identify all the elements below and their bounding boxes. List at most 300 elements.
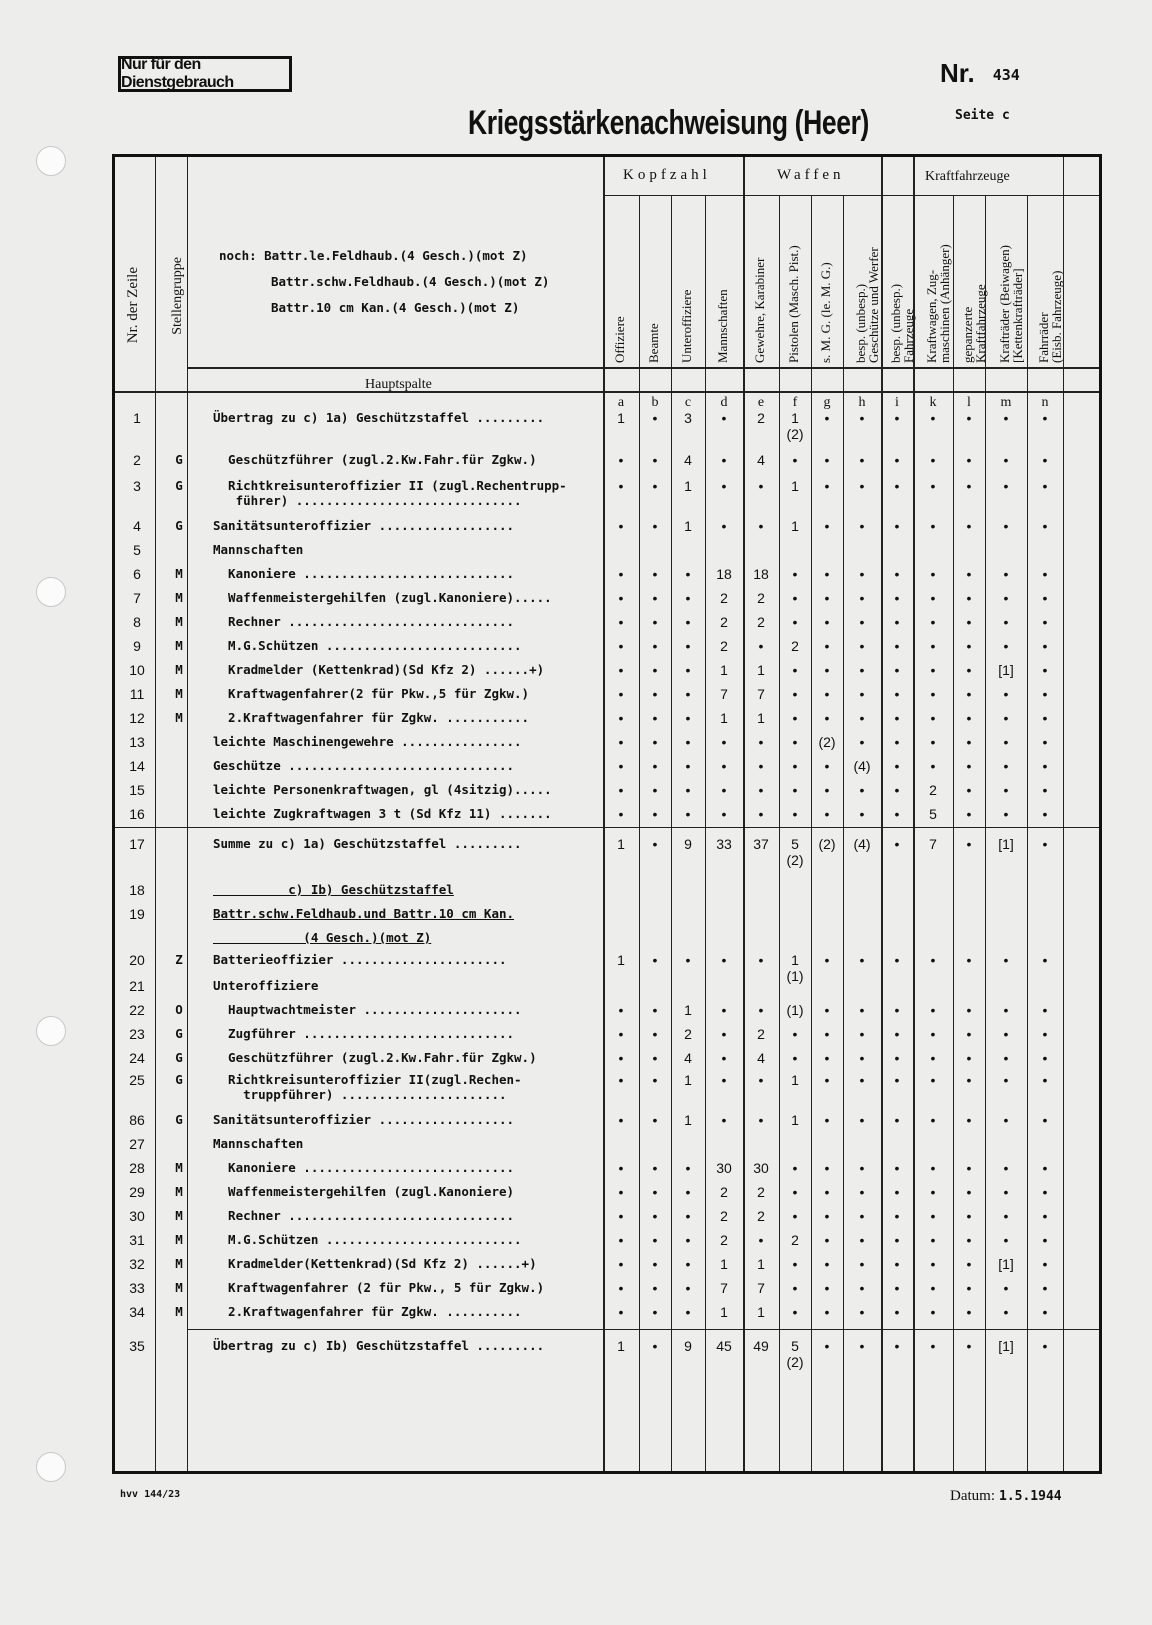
cell-h: • [859, 782, 865, 798]
cell-l: • [966, 452, 972, 468]
page-number: Seite c [955, 108, 1010, 123]
row-stellengruppe: G [175, 1026, 183, 1041]
table-row [115, 585, 1099, 609]
column-letter: f [792, 395, 798, 410]
cell-h: • [859, 590, 865, 606]
cell-a: • [618, 1112, 624, 1128]
row-description: Übertrag zu c) Ib) Geschützstaffel ......... [213, 1338, 545, 1353]
cell-f: • [792, 806, 798, 822]
table-row [115, 705, 1099, 729]
cell-k: • [930, 1304, 936, 1320]
cell-a: • [618, 614, 624, 630]
cell-c: • [685, 734, 691, 750]
cell-i: • [894, 734, 900, 750]
cell-a: • [618, 638, 624, 654]
cell-m: • [1003, 1184, 1009, 1200]
cell-m: • [1003, 806, 1009, 822]
cell-h: • [859, 638, 865, 654]
row-number: 8 [133, 614, 141, 630]
cell-e: • [758, 1112, 764, 1128]
table-row [115, 729, 1099, 753]
cell-n: • [1042, 1208, 1048, 1224]
cell-f: • [792, 1160, 798, 1176]
row-number: 16 [129, 806, 145, 822]
cell-k: • [930, 518, 936, 534]
carry-divider [187, 1329, 1099, 1330]
cell-g: • [824, 1280, 830, 1296]
row-description: Battr.schw.Feldhaub.und Battr.10 cm Kan. [213, 906, 515, 921]
cell-k: • [930, 1232, 936, 1248]
row-stellengruppe: M [175, 710, 183, 725]
cell-h: • [859, 1304, 865, 1320]
cell-l: • [966, 1002, 972, 1018]
cell-m: • [1003, 1160, 1009, 1176]
cell-i: • [894, 1072, 900, 1088]
cell-a: • [618, 590, 624, 606]
cell-e: 2 [757, 1208, 765, 1224]
cell-a: • [618, 1208, 624, 1224]
cell-n: • [1042, 806, 1048, 822]
cell-h: • [859, 518, 865, 534]
cell-d: • [721, 1002, 727, 1018]
cell-n: • [1042, 1338, 1048, 1354]
column-header: Pistolen (Masch. Pist.) [786, 245, 801, 363]
cell-e: • [758, 1232, 764, 1248]
cell-d: 2 [720, 1232, 728, 1248]
cell-b: • [652, 836, 658, 852]
row-number: 31 [129, 1232, 145, 1248]
table-row [115, 405, 1099, 442]
cell-d: • [721, 806, 727, 822]
cell-f: (1) [786, 1002, 804, 1018]
cell-h: • [859, 734, 865, 750]
row-number: 23 [129, 1026, 145, 1042]
cell-g: • [824, 614, 830, 630]
cell-a: • [618, 1160, 624, 1176]
punch-hole [36, 577, 66, 607]
cell-l: • [966, 1280, 972, 1296]
column-header: Gewehre, Karabiner [752, 257, 767, 363]
cell-a: • [618, 518, 624, 534]
cell-f: 1 (1) [786, 952, 804, 984]
cell-e: • [758, 1002, 764, 1018]
row-stellengruppe: O [175, 1002, 183, 1017]
row-description: Übertrag zu c) 1a) Geschützstaffel ......... [213, 410, 545, 425]
cell-l: • [966, 410, 972, 426]
row-stellengruppe: M [175, 614, 183, 629]
cell-l: • [966, 662, 972, 678]
cell-e: 18 [753, 566, 769, 582]
cell-h: • [859, 686, 865, 702]
cell-a: • [618, 566, 624, 582]
cell-c: • [685, 1208, 691, 1224]
cell-k: • [930, 1050, 936, 1066]
cell-m: [1] [998, 1256, 1014, 1272]
cell-g: • [824, 952, 830, 968]
cell-i: • [894, 1160, 900, 1176]
column-header: Kraftwagen, Zug- maschinen (Anhänger) [924, 244, 952, 363]
cell-c: • [685, 1160, 691, 1176]
cell-i: • [894, 758, 900, 774]
cell-b: • [652, 734, 658, 750]
cell-k: • [930, 614, 936, 630]
cell-a: • [618, 1050, 624, 1066]
cell-l: • [966, 1232, 972, 1248]
row-number: 19 [129, 906, 145, 922]
punch-hole [36, 146, 66, 176]
cell-e: 7 [757, 686, 765, 702]
table-row [115, 1179, 1099, 1203]
cell-c: 9 [684, 836, 692, 852]
row-description: Kanoniere ............................ [213, 566, 515, 581]
column-header: besp. (unbesp.) Geschütze und Werfer [853, 247, 881, 363]
cell-m: • [1003, 614, 1009, 630]
row-stellengruppe: G [175, 1072, 183, 1087]
cell-l: • [966, 1184, 972, 1200]
table-row [115, 1203, 1099, 1227]
cell-f: • [792, 1026, 798, 1042]
row-description: Waffenmeistergehilfen (zugl.Kanoniere) [213, 1184, 515, 1199]
row-stellengruppe: M [175, 566, 183, 581]
cell-i: • [894, 710, 900, 726]
cell-c: • [685, 566, 691, 582]
table-row [115, 777, 1099, 801]
form-number: hvv 144/23 [120, 1489, 181, 1500]
cell-k: • [930, 452, 936, 468]
cell-m: • [1003, 410, 1009, 426]
cell-l: • [966, 1026, 972, 1042]
cell-m: • [1003, 1072, 1009, 1088]
cell-c: 1 [684, 1112, 692, 1128]
cell-d: • [721, 410, 727, 426]
row-description: Zugführer ............................ [213, 1026, 515, 1041]
cell-h: • [859, 614, 865, 630]
cell-l: • [966, 1072, 972, 1088]
cell-c: • [685, 686, 691, 702]
row-description: M.G.Schützen .......................... [213, 638, 522, 653]
row-description: Mannschaften [213, 542, 304, 557]
cell-k: • [930, 1026, 936, 1042]
cell-f: 1 [791, 518, 799, 534]
cell-d: 2 [720, 638, 728, 654]
cell-f: 1 (2) [786, 410, 804, 442]
cell-i: • [894, 566, 900, 582]
cell-e: 49 [753, 1338, 769, 1354]
cell-d: • [721, 478, 727, 494]
cell-b: • [652, 566, 658, 582]
cell-h: • [859, 566, 865, 582]
cell-m: • [1003, 518, 1009, 534]
row-stellengruppe: M [175, 1160, 183, 1175]
cell-n: • [1042, 478, 1048, 494]
unit-description [219, 243, 550, 321]
row-number: 24 [129, 1050, 145, 1066]
cell-b: • [652, 1304, 658, 1320]
cell-n: • [1042, 410, 1048, 426]
cell-c: 1 [684, 1002, 692, 1018]
cell-a: • [618, 710, 624, 726]
cell-d: 1 [720, 1256, 728, 1272]
cell-f: • [792, 1184, 798, 1200]
row-number: 9 [133, 638, 141, 654]
cell-c: 1 [684, 1072, 692, 1088]
cell-k: • [930, 758, 936, 774]
cell-f: • [792, 1304, 798, 1320]
cell-d: • [721, 518, 727, 534]
cell-g: • [824, 1026, 830, 1042]
table-row [115, 831, 1099, 868]
cell-g: • [824, 710, 830, 726]
cell-k: • [930, 662, 936, 678]
cell-c: • [685, 806, 691, 822]
cell-e: 4 [757, 1050, 765, 1066]
cell-m: • [1003, 1002, 1009, 1018]
cell-g: • [824, 518, 830, 534]
cell-a: • [618, 1002, 624, 1018]
cell-m: • [1003, 782, 1009, 798]
cell-c: • [685, 614, 691, 630]
cell-m: • [1003, 758, 1009, 774]
cell-a: • [618, 1280, 624, 1296]
row-description: Sanitätsunteroffizier .................. [213, 518, 515, 533]
cell-e: 2 [757, 614, 765, 630]
cell-k: • [930, 734, 936, 750]
row-description: c) Ib) Geschützstaffel [213, 882, 454, 897]
cell-c: • [685, 1280, 691, 1296]
cell-c: 4 [684, 452, 692, 468]
row-description: leichte Zugkraftwagen 3 t (Sd Kfz 11) ....... [213, 806, 552, 821]
cell-f: 1 [791, 1072, 799, 1088]
cell-h: • [859, 1112, 865, 1128]
cell-g: • [824, 806, 830, 822]
cell-e: 1 [757, 1256, 765, 1272]
cell-h: • [859, 1002, 865, 1018]
cell-k: • [930, 410, 936, 426]
cell-l: • [966, 1112, 972, 1128]
cell-e: 1 [757, 710, 765, 726]
cell-k: 5 [929, 806, 937, 822]
row-description: Kraftwagenfahrer (2 für Pkw., 5 für Zgkw.) [213, 1280, 545, 1295]
cell-e: 1 [757, 662, 765, 678]
document-number-label: Nr. [940, 58, 975, 88]
cell-h: • [859, 1256, 865, 1272]
row-number: 7 [133, 590, 141, 606]
row-number: 20 [129, 952, 145, 968]
cell-d: 1 [720, 662, 728, 678]
cell-f: 5 (2) [786, 836, 804, 868]
cell-c: • [685, 662, 691, 678]
cell-e: 37 [753, 836, 769, 852]
cell-c: • [685, 782, 691, 798]
cell-m: • [1003, 1050, 1009, 1066]
cell-m: • [1003, 452, 1009, 468]
row-number: 27 [129, 1136, 145, 1152]
cell-f: • [792, 686, 798, 702]
table-row [115, 1155, 1099, 1179]
cell-e: • [758, 1072, 764, 1088]
row-number: 10 [129, 662, 145, 678]
cell-a: • [618, 1232, 624, 1248]
cell-l: • [966, 1160, 972, 1176]
cell-h: • [859, 452, 865, 468]
cell-d: • [721, 952, 727, 968]
table-row [115, 753, 1099, 777]
table-row [115, 1067, 1099, 1102]
cell-l: • [966, 1304, 972, 1320]
cell-d: 7 [720, 686, 728, 702]
cell-n: • [1042, 1304, 1048, 1320]
cell-c: • [685, 758, 691, 774]
row-number: 86 [129, 1112, 145, 1128]
cell-k: • [930, 638, 936, 654]
cell-i: • [894, 638, 900, 654]
table-row [115, 657, 1099, 681]
cell-i: • [894, 614, 900, 630]
cell-e: 2 [757, 1026, 765, 1042]
cell-n: • [1042, 614, 1048, 630]
cell-e: • [758, 734, 764, 750]
cell-l: • [966, 590, 972, 606]
row-description: Sanitätsunteroffizier .................. [213, 1112, 515, 1127]
cell-b: • [652, 782, 658, 798]
cell-c: 3 [684, 410, 692, 426]
cell-l: • [966, 836, 972, 852]
cell-c: • [685, 1232, 691, 1248]
cell-b: • [652, 686, 658, 702]
table-row [115, 1275, 1099, 1299]
cell-d: • [721, 758, 727, 774]
cell-d: • [721, 1026, 727, 1042]
cell-m: [1] [998, 1338, 1014, 1354]
row-number: 5 [133, 542, 141, 558]
cell-i: • [894, 1184, 900, 1200]
cell-m: • [1003, 590, 1009, 606]
row-number: 11 [129, 686, 145, 702]
cell-c: 2 [684, 1026, 692, 1042]
cell-h: • [859, 1184, 865, 1200]
cell-i: • [894, 1208, 900, 1224]
cell-a: 1 [617, 1338, 625, 1354]
cell-g: • [824, 1256, 830, 1272]
cell-f: • [792, 1256, 798, 1272]
cell-h: • [859, 710, 865, 726]
page-title: Kriegsstärkenachweisung (Heer) [468, 104, 869, 142]
table-row [115, 609, 1099, 633]
cell-k: • [930, 1072, 936, 1088]
row-description: Kraftwagenfahrer(2 für Pkw.,5 für Zgkw.) [213, 686, 530, 701]
cell-g: • [824, 410, 830, 426]
cell-i: • [894, 478, 900, 494]
cell-h: • [859, 1072, 865, 1088]
row-number: 29 [129, 1184, 145, 1200]
cell-a: 1 [617, 836, 625, 852]
cell-e: 2 [757, 410, 765, 426]
cell-i: • [894, 1002, 900, 1018]
cell-n: • [1042, 1072, 1048, 1088]
cell-n: • [1042, 952, 1048, 968]
row-description: Summe zu c) 1a) Geschützstaffel ......... [213, 836, 522, 851]
cell-g: • [824, 1184, 830, 1200]
cell-f: 1 [791, 478, 799, 494]
strength-table [112, 154, 1102, 1474]
row-number: 28 [129, 1160, 145, 1176]
cell-l: • [966, 1256, 972, 1272]
cell-m: [1] [998, 836, 1014, 852]
cell-n: • [1042, 1184, 1048, 1200]
header-divider [187, 367, 1099, 369]
cell-i: • [894, 590, 900, 606]
row-stellengruppe: G [175, 478, 183, 493]
row-description: Geschützführer (zugl.2.Kw.Fahr.für Zgkw.) [213, 452, 537, 467]
row-stellengruppe: G [175, 1112, 183, 1127]
cell-a: • [618, 758, 624, 774]
cell-b: • [652, 1072, 658, 1088]
unit-line: Battr.schw.Feldhaub.(4 Gesch.)(mot Z) [271, 274, 550, 289]
unit-line: Battr.10 cm Kan.(4 Gesch.)(mot Z) [271, 300, 520, 315]
cell-l: • [966, 734, 972, 750]
table-row [115, 473, 1099, 508]
cell-f: • [792, 452, 798, 468]
cell-a: • [618, 686, 624, 702]
cell-k: 2 [929, 782, 937, 798]
cell-c: 9 [684, 1338, 692, 1354]
cell-n: • [1042, 1112, 1048, 1128]
cell-d: 2 [720, 590, 728, 606]
table-row [115, 537, 1099, 561]
cell-i: • [894, 662, 900, 678]
row-number: 2 [133, 452, 141, 468]
cell-e: 1 [757, 1304, 765, 1320]
cell-k: • [930, 1208, 936, 1224]
cell-b: • [652, 1256, 658, 1272]
cell-g: • [824, 452, 830, 468]
cell-l: • [966, 1208, 972, 1224]
cell-m: [1] [998, 662, 1014, 678]
cell-g: • [824, 1050, 830, 1066]
cell-b: • [652, 1160, 658, 1176]
cell-l: • [966, 638, 972, 654]
summary-divider [115, 827, 1099, 828]
cell-n: • [1042, 590, 1048, 606]
cell-i: • [894, 1280, 900, 1296]
row-description: Richtkreisunteroffizier II (zugl.Rechentrupp- führer) .............................. [228, 478, 567, 508]
cell-a: • [618, 1026, 624, 1042]
cell-a: • [618, 734, 624, 750]
cell-i: • [894, 1112, 900, 1128]
row-number: 13 [129, 734, 145, 750]
cell-h: (4) [853, 836, 871, 852]
table-row [115, 877, 1099, 901]
row-description: Hauptwachtmeister ..................... [213, 1002, 522, 1017]
column-header: gepanzerte Kraftfahrzeuge [960, 284, 988, 363]
cell-g: • [824, 1232, 830, 1248]
cell-l: • [966, 952, 972, 968]
cell-i: • [894, 452, 900, 468]
cell-c: • [685, 638, 691, 654]
row-description: Richtkreisunteroffizier II(zugl.Rechen- truppführer) ...................... [228, 1072, 522, 1102]
cell-l: • [966, 478, 972, 494]
row-number: 35 [129, 1338, 145, 1354]
cell-d: • [721, 782, 727, 798]
column-header: s. M. G. (le. M. G.) [818, 262, 833, 363]
row-description: Waffenmeistergehilfen (zugl.Kanoniere)..... [213, 590, 552, 605]
row-stellengruppe: Z [175, 952, 183, 967]
cell-m: • [1003, 478, 1009, 494]
cell-f: • [792, 614, 798, 630]
column-letter: a [617, 395, 625, 410]
row-number: 25 [129, 1072, 145, 1088]
row-number: 4 [133, 518, 141, 534]
